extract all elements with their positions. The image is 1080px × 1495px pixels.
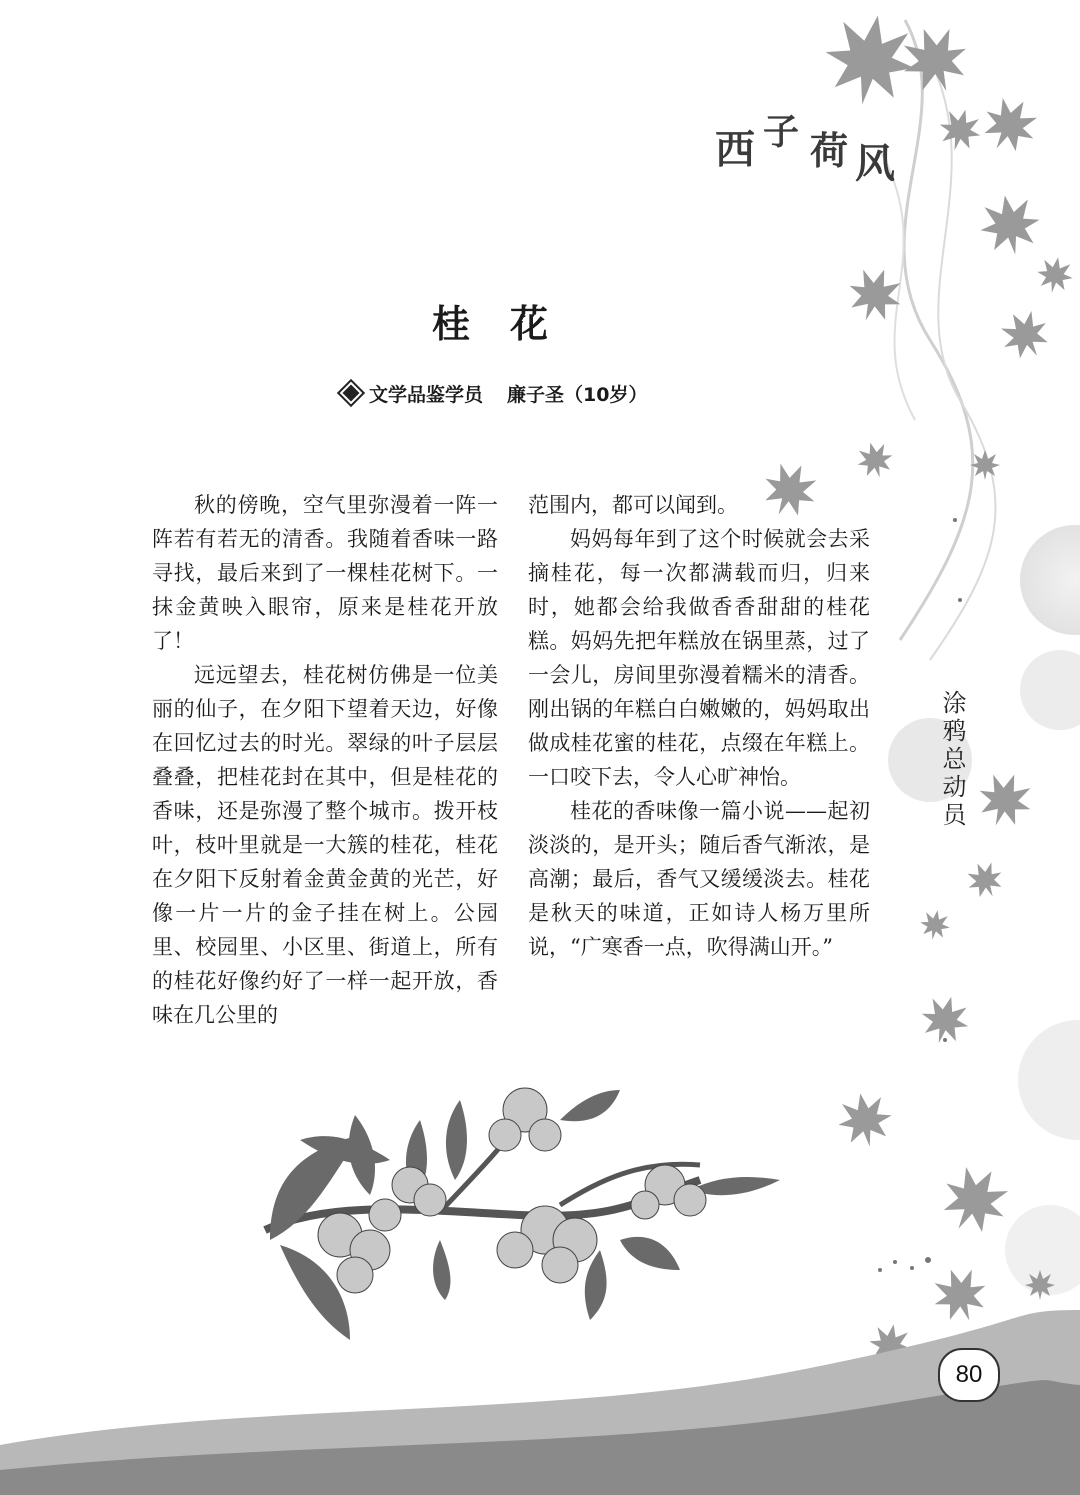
paragraph: 秋的傍晚，空气里弥漫着一阵一阵若有若无的清香。我随着香味一路寻找，最后来到了一棵桂花树下。一抹金黄映入眼帘，原来是桂花开放了！ [152, 493, 498, 653]
article-column-left [152, 488, 498, 1032]
section-title-char: 荷 [810, 129, 849, 173]
paragraph: 桂花的香味像一篇小说——起初淡淡的，是开头；随后香气渐浓，是高潮；最后，香气又缓缓淡去。桂花是秋天的味道，正如诗人杨万里所说，“广寒香一点，吹得满山开。” [528, 799, 870, 959]
article-title: 桂花 [431, 302, 588, 346]
section-title-char: 西 [715, 127, 755, 173]
byline [345, 380, 647, 408]
osmanthus-branch-illustration [265, 1088, 780, 1340]
byline-author: 廉子圣（10岁） [507, 384, 648, 406]
paragraph-continued: 范围内，都可以闻到。 [528, 493, 738, 517]
page-number: 80 [938, 1348, 1000, 1402]
byline-role: 文学品鉴学员 [369, 384, 484, 406]
side-badge: 涂鸦总动员 [938, 690, 966, 830]
section-title-char: 风 [855, 141, 895, 187]
section-title-char: 子 [763, 112, 800, 153]
paragraph: 远远望去，桂花树仿佛是一位美丽的仙子，在夕阳下望着天边，好像在回忆过去的时光。翠绿的叶子层层叠叠，把桂花封在其中，但是桂花的香味，还是弥漫了整个城市。拨开枝叶，枝叶里就是一大簇的桂花，桂花在夕阳下反射着金黄金黄的光芒，好像一片一片的金子挂在树上。公园里、校园里、小区里、街道上，所有的桂花好像约好了一样一起开放，香味在几公里的 [152, 663, 498, 1027]
article-column-right [528, 488, 870, 964]
section-title [715, 112, 915, 187]
paragraph: 妈妈每年到了这个时候就会去采摘桂花，每一次都满载而归，归来时，她都会给我做香香甜甜的桂花糕。妈妈先把年糕放在锅里蒸，过了一会儿，房间里弥漫着糯米的清香。刚出锅的年糕白白嫩嫩的，妈妈取出做成桂花蜜的桂花，点缀在年糕上。一口咬下去，令人心旷神怡。 [528, 527, 870, 789]
diamond-bullet-icon [343, 385, 360, 402]
